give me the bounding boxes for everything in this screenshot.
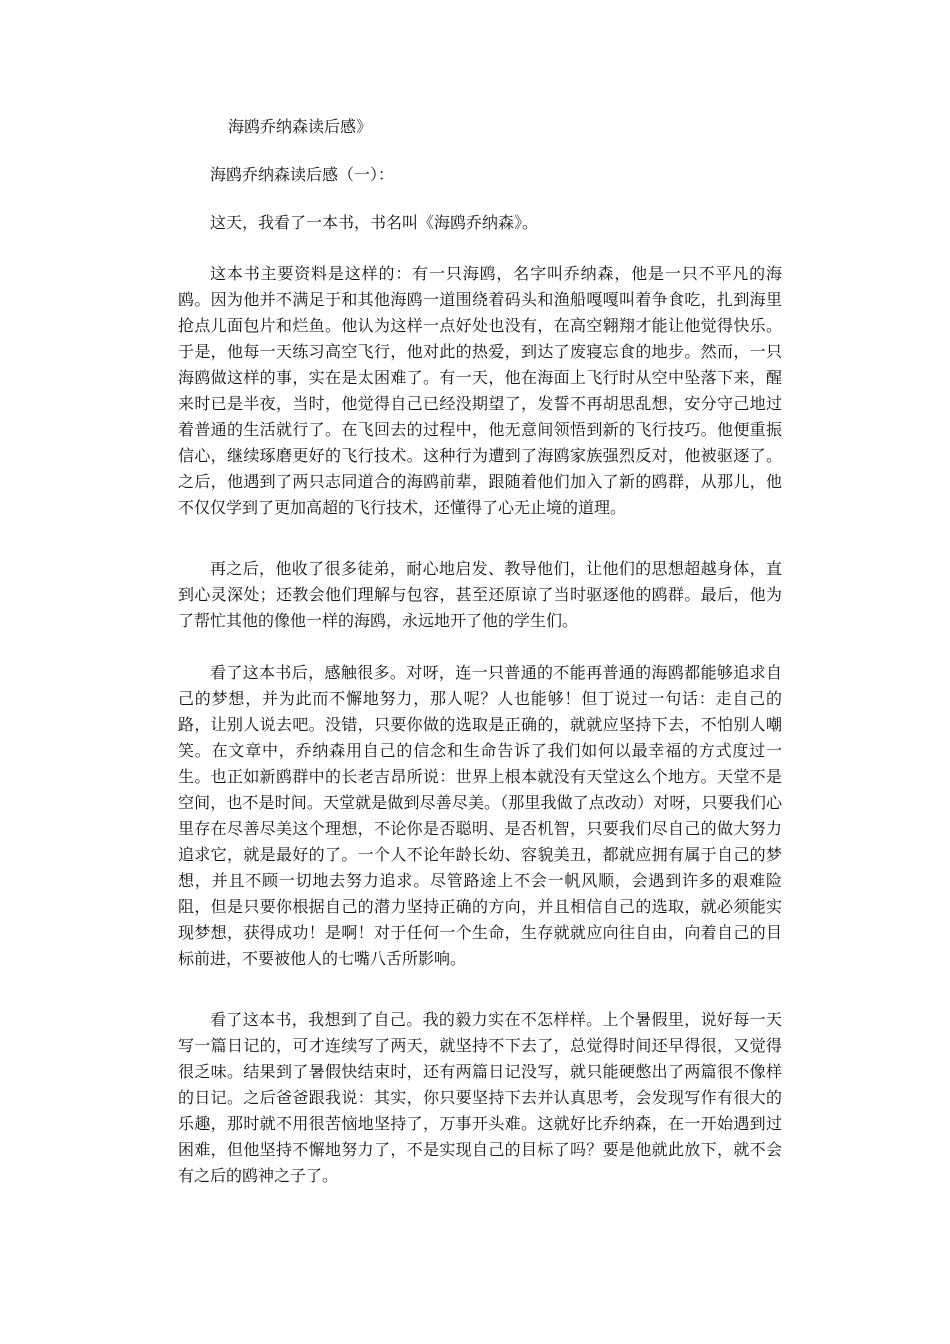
intro-line: 这天，我看了一本书，书名叫《海鸥乔纳森》。 — [210, 213, 539, 232]
paragraph-reflection: 看了这本书后，感触很多。对呀，连一只普通的不能再普通的海鸥都能够追求自己的梦想，并为此而不懈地努力，那人呢？人也能够！但丁说过一句话：走自己的路，让别人说去吧。没错，只要你做的选取是正确的，就就应坚持下去，不怕别人嘲笑。在文章中，乔纳森用自己的信念和生命告诉了我们如何以最幸福的方式度过一生。也正如新鸥群中的长老吉昂所说：世界上根本就没有天堂这么个地方。天堂不是空间，也不是时间。天堂就是做到尽善尽美。（那里我做了点改动）对呀，只要我们心里存在尽善尽美这个理想，不论你是否聪明、是否机智，只要我们尽自己的做大努力追求它，就是最好的了。一个人不论年龄长幼、容貌美丑，都就应拥有属于自己的梦想，并且不顾一切地去努力追求。尽管路途上不会一帆风顺，会遇到许多的艰难险阻，但是只要你根据自己的潜力坚持正确的方向，并且相信自己的选取，就必须能实现梦想，获得成功！是啊！对于任何一个生命，生存就就应向往自由，向着自己的目标前进，不要被他人的七嘴八舌所影响。 — [178, 663, 782, 968]
document-subtitle: 海鸥乔纳森读后感（一）： — [210, 165, 395, 184]
document-title: 海鸥乔纳森读后感》 — [228, 117, 373, 136]
paragraph-later: 再之后，他收了很多徒弟，耐心地启发、教导他们，让他们的思想超越身体，直到心灵深处；还教会他们理解与包容，甚至还原谅了当时驱逐他的鸥群。最后，他为了帮忙其他的像他一样的海鸥，永远地开了他的学生们。 — [178, 559, 782, 630]
paragraph-self: 看了这本书，我想到了自己。我的毅力实在不怎样样。上个暑假里，说好每一天写一篇日记的，可才连续写了两天，就坚持不下去了，总觉得时间还早得很，又觉得很乏味。结果到了暑假快结束时，还有两篇日记没写，就只能硬憋出了两篇很不像样的日记。之后爸爸跟我说：其实，你只要坚持下去并认真思考，会发现写作有很大的乐趣，那时就不用很苦恼地坚持了，万事开头难。这就好比乔纳森，在一开始遇到过困难，但他坚持不懈地努力了，不是实现自己的目标了吗？要是他就此放下，就不会有之后的鸥神之子了。 — [178, 1010, 782, 1185]
paragraph-summary: 这本书主要资料是这样的：有一只海鸥，名字叫乔纳森，他是一只不平凡的海鸥。因为他并不满足于和其他海鸥一道围绕着码头和渔船嘎嘎叫着争食吃，扎到海里抢点儿面包片和烂鱼。他认为这样一点好处也没有，在高空翱翔才能让他觉得快乐。于是，他每一天练习高空飞行，他对此的热爱，到达了废寝忘食的地步。然而，一只海鸥做这样的事，实在是太困难了。有一天，他在海面上飞行时从空中坠落下来，醒来时已是半夜，当时，他觉得自己已经没期望了，发誓不再胡思乱想，安分守己地过着普通的生活就行了。在飞回去的过程中，他无意间领悟到新的飞行技巧。他便重振信心，继续琢磨更好的飞行技术。这种行为遭到了海鸥家族强烈反对，他被驱逐了。之后，他遇到了两只志同道合的海鸥前辈，跟随着他们加入了新的鸥群，从那儿，他不仅仅学到了更加高超的飞行技术，还懂得了心无止境的道理。 — [178, 264, 782, 517]
